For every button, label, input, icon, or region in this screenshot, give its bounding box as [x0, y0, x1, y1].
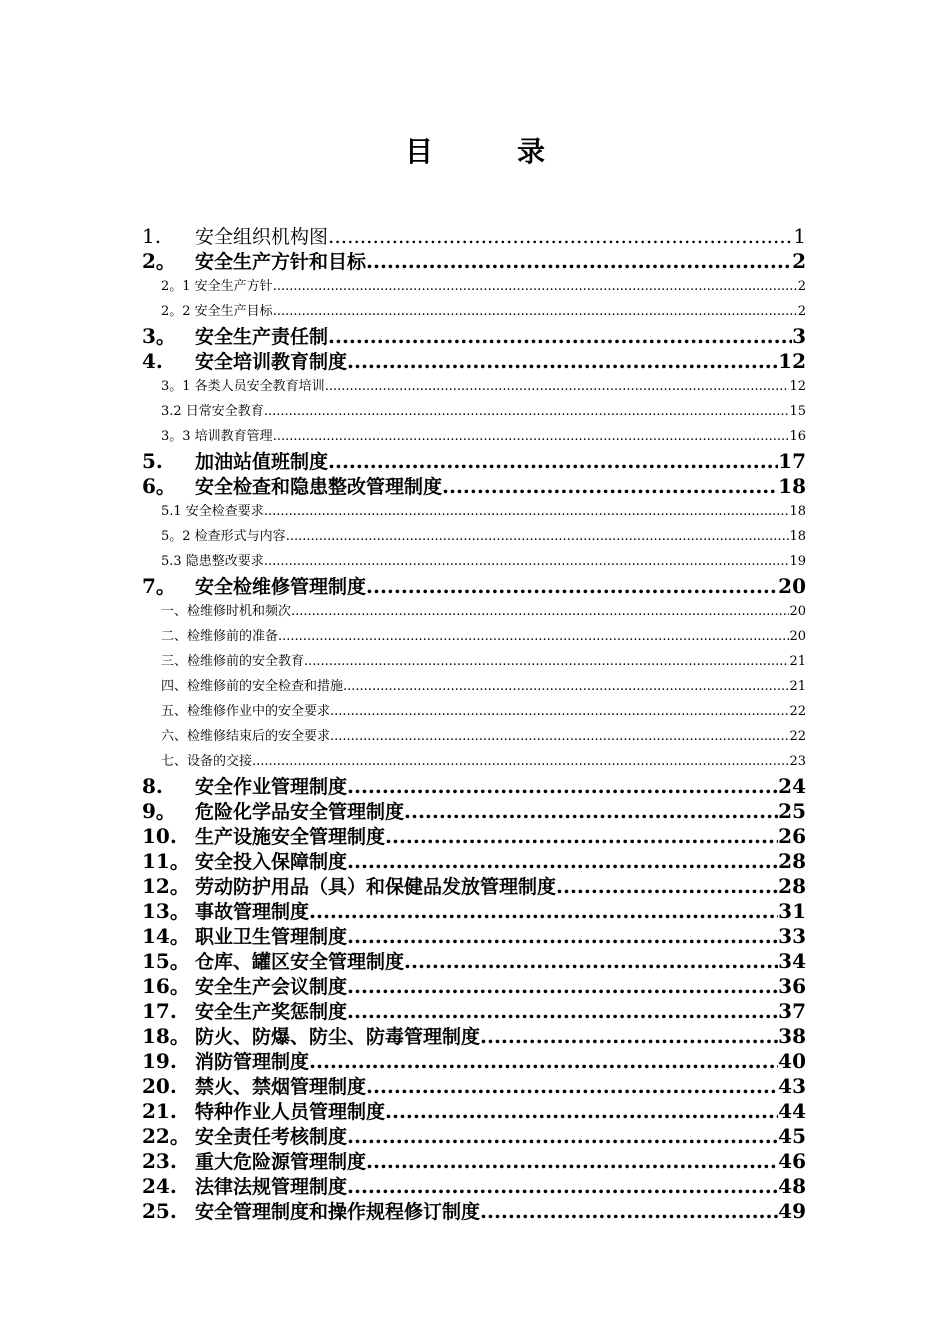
toc-page-number: 12 — [778, 349, 806, 373]
toc-entry-label: 安全生产会议制度 — [195, 976, 348, 998]
toc-dot-leader — [347, 349, 778, 374]
toc-chapter-entry[interactable] — [142, 1024, 806, 1049]
toc-entry-label: 3。1 各类人员安全教育培训 — [161, 379, 325, 394]
toc-dot-leader — [273, 299, 798, 324]
toc-page-number: 21 — [789, 679, 806, 694]
toc-entry-number: 11。 — [142, 849, 190, 873]
toc-chapter-entry[interactable] — [142, 1174, 806, 1199]
toc-entry-label: 职业卫生管理制度 — [195, 926, 348, 948]
toc-page-number: 25 — [778, 799, 806, 823]
toc-entry-number: 24. — [142, 1174, 177, 1198]
toc-entry-label: 5。2 检查形式与内容 — [161, 529, 286, 544]
toc-dot-leader — [291, 599, 789, 624]
toc-entry-number: 7。 — [142, 574, 176, 598]
toc-chapter-entry[interactable] — [142, 1049, 806, 1074]
toc-page-number: 21 — [789, 654, 806, 669]
toc-page-number: 12 — [789, 379, 806, 394]
toc-entry-number: 19. — [142, 1049, 177, 1073]
toc-entry-label: 安全生产责任制 — [195, 326, 329, 348]
toc-entry-label: 五、检维修作业中的安全要求 — [161, 704, 331, 719]
toc-entry-label: 生产设施安全管理制度 — [195, 826, 386, 848]
toc-entry-number: 16。 — [142, 974, 190, 998]
toc-section-entry[interactable] — [142, 749, 806, 774]
toc-page-number: 18 — [789, 504, 806, 519]
toc-section-entry[interactable] — [142, 374, 806, 399]
toc-page-number: 15 — [789, 404, 806, 419]
toc-dot-leader — [347, 774, 778, 799]
toc-dot-leader — [330, 724, 789, 749]
toc-page-number: 46 — [778, 1149, 806, 1173]
toc-page-number: 20 — [778, 574, 806, 598]
toc-entry-label: 劳动防护用品（具）和保健品发放管理制度 — [195, 876, 557, 898]
toc-entry-label: 2。2 安全生产目标 — [161, 304, 273, 319]
toc-chapter-entry[interactable] — [142, 999, 806, 1024]
toc-chapter-entry[interactable] — [142, 1124, 806, 1149]
toc-dot-leader — [325, 374, 790, 399]
toc-page-number: 22 — [789, 729, 806, 744]
toc-dot-leader — [347, 1124, 778, 1149]
toc-page-number: 3 — [792, 324, 806, 348]
toc-dot-leader — [273, 274, 798, 299]
toc-chapter-entry[interactable] — [142, 574, 806, 599]
toc-entry-label: 事故管理制度 — [195, 901, 310, 923]
toc-chapter-entry[interactable] — [142, 974, 806, 999]
toc-section-entry[interactable] — [142, 649, 806, 674]
toc-entry-label: 一、检维修时机和频次 — [161, 604, 292, 619]
toc-entry-number: 21. — [142, 1099, 177, 1123]
toc-chapter-entry[interactable] — [142, 924, 806, 949]
toc-chapter-entry[interactable] — [142, 224, 806, 249]
toc-entry-number: 15。 — [142, 949, 190, 973]
toc-page-number: 19 — [789, 554, 806, 569]
toc-entry-label: 法律法规管理制度 — [195, 1176, 348, 1198]
toc-dot-leader — [556, 874, 778, 899]
toc-page-number: 2 — [797, 304, 806, 319]
toc-page-number: 49 — [778, 1199, 806, 1223]
table-of-contents — [142, 224, 806, 1224]
toc-dot-leader — [264, 399, 790, 424]
toc-dot-leader — [328, 224, 793, 249]
toc-chapter-entry[interactable] — [142, 1074, 806, 1099]
toc-entry-number: 3。 — [142, 324, 176, 348]
toc-page-number: 45 — [778, 1124, 806, 1148]
toc-entry-label: 加油站值班制度 — [195, 451, 329, 473]
toc-dot-leader — [385, 1099, 778, 1124]
toc-chapter-entry[interactable] — [142, 449, 806, 474]
toc-entry-label: 安全生产奖惩制度 — [195, 1001, 348, 1023]
toc-dot-leader — [264, 499, 790, 524]
toc-page-number: 2 — [797, 279, 806, 294]
toc-entry-label: 安全组织机构图 — [195, 226, 329, 248]
toc-dot-leader — [328, 324, 792, 349]
toc-entry-number: 14。 — [142, 924, 190, 948]
toc-entry-label: 三、检维修前的安全教育 — [161, 654, 305, 669]
toc-dot-leader — [366, 574, 778, 599]
toc-page-number: 28 — [778, 849, 806, 873]
toc-entry-number: 17. — [142, 999, 177, 1023]
toc-entry-label: 安全生产方针和目标 — [195, 251, 367, 273]
toc-dot-leader — [480, 1024, 778, 1049]
toc-entry-label: 5.3 隐患整改要求 — [161, 554, 264, 569]
toc-dot-leader — [309, 1049, 778, 1074]
toc-page-number: 1 — [793, 224, 806, 248]
toc-dot-leader — [328, 449, 778, 474]
toc-chapter-entry[interactable] — [142, 774, 806, 799]
toc-dot-leader — [404, 949, 778, 974]
toc-entry-label: 二、检维修前的准备 — [161, 629, 279, 644]
toc-section-entry[interactable] — [142, 674, 806, 699]
toc-chapter-entry[interactable] — [142, 849, 806, 874]
toc-dot-leader — [273, 424, 790, 449]
toc-entry-number: 12。 — [142, 874, 190, 898]
toc-chapter-entry[interactable] — [142, 324, 806, 349]
toc-section-entry[interactable] — [142, 549, 806, 574]
toc-entry-label: 安全检维修管理制度 — [195, 576, 367, 598]
toc-section-entry[interactable] — [142, 624, 806, 649]
toc-entry-label: 安全投入保障制度 — [195, 851, 348, 873]
toc-page-number: 38 — [778, 1024, 806, 1048]
toc-page-number: 43 — [778, 1074, 806, 1098]
toc-page-number: 24 — [778, 774, 806, 798]
toc-section-entry[interactable] — [142, 299, 806, 324]
toc-dot-leader — [347, 849, 778, 874]
toc-entry-number: 6。 — [142, 474, 176, 498]
toc-entry-label: 特种作业人员管理制度 — [195, 1101, 386, 1123]
toc-dot-leader — [343, 674, 789, 699]
toc-dot-leader — [347, 1174, 778, 1199]
toc-dot-leader — [286, 524, 790, 549]
toc-dot-leader — [304, 649, 789, 674]
toc-entry-number: 9。 — [142, 799, 176, 823]
toc-section-entry[interactable] — [142, 699, 806, 724]
toc-page-number: 17 — [778, 449, 806, 473]
toc-entry-number: 4. — [142, 349, 163, 373]
toc-entry-label: 危险化学品安全管理制度 — [195, 801, 405, 823]
toc-entry-label: 5.1 安全检查要求 — [161, 504, 264, 519]
toc-chapter-entry[interactable] — [142, 799, 806, 824]
toc-chapter-entry[interactable] — [142, 349, 806, 374]
toc-page-number: 20 — [789, 629, 806, 644]
toc-page-number: 48 — [778, 1174, 806, 1198]
toc-dot-leader — [347, 974, 778, 999]
toc-entry-number: 13。 — [142, 899, 190, 923]
toc-page-number: 44 — [778, 1099, 806, 1123]
toc-page-number: 36 — [778, 974, 806, 998]
toc-entry-label: 七、设备的交接 — [161, 754, 253, 769]
toc-entry-number: 10. — [142, 824, 177, 848]
toc-chapter-entry[interactable] — [142, 874, 806, 899]
toc-page-number: 23 — [789, 754, 806, 769]
toc-dot-leader — [330, 699, 789, 724]
toc-section-entry[interactable] — [142, 499, 806, 524]
toc-entry-label: 安全作业管理制度 — [195, 776, 348, 798]
toc-title: 目 录 — [404, 135, 573, 168]
toc-entry-label: 3.2 日常安全教育 — [161, 404, 264, 419]
toc-entry-label: 重大危险源管理制度 — [195, 1151, 367, 1173]
toc-entry-label: 3。3 培训教育管理 — [161, 429, 273, 444]
toc-page-number: 34 — [778, 949, 806, 973]
toc-dot-leader — [366, 1074, 778, 1099]
toc-section-entry[interactable] — [142, 274, 806, 299]
toc-dot-leader — [385, 824, 778, 849]
toc-entry-number: 22。 — [142, 1124, 190, 1148]
toc-page-number: 31 — [778, 899, 806, 923]
toc-page-number: 20 — [789, 604, 806, 619]
toc-entry-label: 安全责任考核制度 — [195, 1126, 348, 1148]
toc-entry-label: 2。1 安全生产方针 — [161, 279, 273, 294]
toc-entry-label: 安全培训教育制度 — [195, 351, 348, 373]
toc-dot-leader — [442, 474, 778, 499]
toc-entry-label: 安全管理制度和操作规程修订制度 — [195, 1201, 481, 1223]
toc-section-entry[interactable] — [142, 524, 806, 549]
toc-chapter-entry[interactable] — [142, 1149, 806, 1174]
toc-entry-label: 防火、防爆、防尘、防毒管理制度 — [195, 1026, 481, 1048]
toc-page-number: 28 — [778, 874, 806, 898]
toc-dot-leader — [309, 899, 778, 924]
toc-entry-number: 1. — [142, 224, 162, 248]
toc-page-number: 22 — [789, 704, 806, 719]
toc-dot-leader — [366, 1149, 778, 1174]
toc-section-entry[interactable] — [142, 599, 806, 624]
toc-page-number: 33 — [778, 924, 806, 948]
toc-entry-number: 8. — [142, 774, 163, 798]
toc-chapter-entry[interactable] — [142, 249, 806, 274]
toc-chapter-entry[interactable] — [142, 1099, 806, 1124]
toc-dot-leader — [264, 549, 790, 574]
toc-entry-label: 禁火、禁烟管理制度 — [195, 1076, 367, 1098]
toc-entry-number: 23. — [142, 1149, 177, 1173]
toc-entry-label: 安全检查和隐患整改管理制度 — [195, 476, 443, 498]
toc-section-entry[interactable] — [142, 399, 806, 424]
toc-dot-leader — [347, 924, 778, 949]
toc-chapter-entry[interactable] — [142, 949, 806, 974]
toc-section-entry[interactable] — [142, 724, 806, 749]
toc-page-number: 26 — [778, 824, 806, 848]
toc-entry-number: 5. — [142, 449, 163, 473]
toc-section-entry[interactable] — [142, 424, 806, 449]
toc-entry-label: 四、检维修前的安全检查和措施 — [161, 679, 344, 694]
toc-chapter-entry[interactable] — [142, 474, 806, 499]
toc-dot-leader — [480, 1199, 778, 1224]
toc-dot-leader — [347, 999, 778, 1024]
toc-chapter-entry[interactable] — [142, 899, 806, 924]
toc-entry-number: 18。 — [142, 1024, 190, 1048]
toc-entry-label: 消防管理制度 — [195, 1051, 310, 1073]
toc-dot-leader — [252, 749, 789, 774]
toc-dot-leader — [366, 249, 792, 274]
toc-dot-leader — [404, 799, 778, 824]
toc-page-number: 18 — [778, 474, 806, 498]
toc-entry-label: 六、检维修结束后的安全要求 — [161, 729, 331, 744]
toc-page-number: 40 — [778, 1049, 806, 1073]
toc-page-number: 16 — [789, 429, 806, 444]
toc-entry-number: 2。 — [142, 249, 176, 273]
toc-chapter-entry[interactable] — [142, 824, 806, 849]
toc-page-number: 2 — [792, 249, 806, 273]
toc-page-number: 18 — [789, 529, 806, 544]
toc-page-number: 37 — [778, 999, 806, 1023]
toc-chapter-entry[interactable] — [142, 1199, 806, 1224]
toc-entry-number: 25. — [142, 1199, 177, 1223]
toc-entry-label: 仓库、罐区安全管理制度 — [195, 951, 405, 973]
toc-entry-number: 20. — [142, 1074, 177, 1098]
toc-dot-leader — [278, 624, 789, 649]
